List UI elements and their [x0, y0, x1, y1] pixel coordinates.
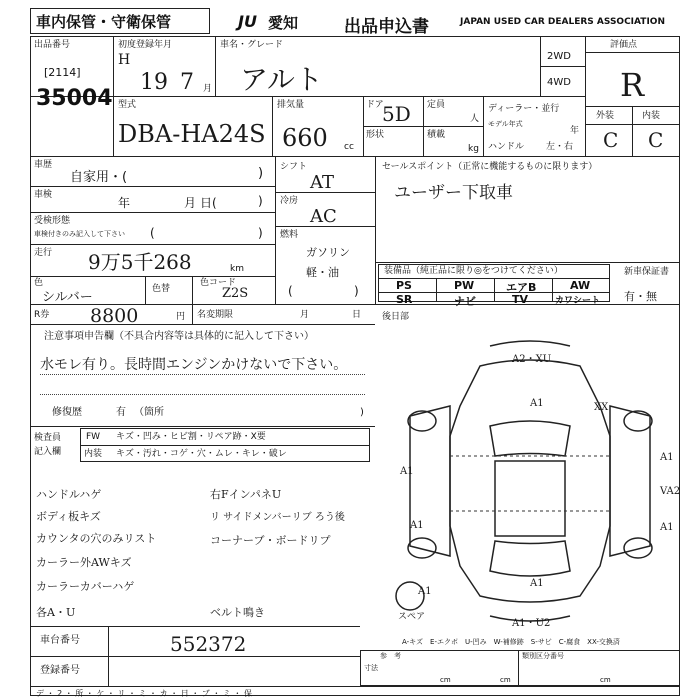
form-title: 出品申込書: [344, 17, 429, 37]
repair-part: （箇所: [134, 407, 164, 418]
mileage-label: 走行: [34, 248, 53, 258]
diagram-label-3: A1: [400, 466, 414, 477]
damage-legend: A-キズ E-エクボ U-凹み W-補修跡 S-サビ C-腐食 XX-交換済: [402, 638, 620, 646]
history-label: 車歴: [34, 160, 53, 170]
displacement-unit: cc: [344, 142, 354, 152]
doors-value: 5D: [382, 102, 411, 126]
interior-label: 内装: [642, 111, 661, 121]
diagram-label-2: XX: [594, 402, 609, 413]
shape-label: 形状: [366, 130, 385, 140]
first-reg-label: 初度登録年月: [118, 40, 173, 50]
diagram-label-7: A1: [660, 522, 674, 533]
inspection-year: 年: [118, 196, 131, 210]
association-name: 愛知: [268, 14, 299, 32]
mileage-unit: km: [230, 264, 244, 274]
ref-label: 参 考: [380, 652, 401, 660]
sales-point-label: セールスポイント（正常に機能するものに限ります）: [382, 162, 598, 172]
dims-box: [360, 650, 680, 686]
repair-yes: 有: [116, 407, 126, 418]
model-label: 型式: [118, 100, 137, 110]
inspector-label-1: 検査員: [34, 433, 62, 443]
diagram-label-1: A1: [530, 398, 544, 409]
lot-label: 出品番号: [34, 40, 71, 50]
note-line-5: カーラーカバーハゲ: [36, 580, 135, 593]
mileage-value: 9万5千268: [88, 250, 192, 274]
model-year-label: モデル年式: [488, 120, 523, 128]
displacement-value: 660: [282, 124, 328, 152]
note-right-1: 右FインパネU: [210, 488, 282, 501]
note-line-2: ボディ板キズ: [36, 510, 101, 523]
equip-tv: TV: [512, 293, 529, 306]
fuel-label: 燃料: [280, 230, 299, 240]
repair-close: ): [360, 407, 364, 418]
drive-4wd: 4WD: [547, 77, 571, 88]
car-name-label: 車名・グレード: [220, 40, 284, 50]
name-change-label: 名変期限: [197, 310, 234, 320]
equip-ps: PS: [396, 279, 412, 292]
cm-1: cm: [440, 676, 451, 684]
repair-label: 修復歴: [52, 407, 82, 418]
diagram-label-6: A1: [410, 520, 424, 531]
r-ticket-value: 8800: [90, 305, 139, 327]
model-year-unit: 年: [570, 126, 580, 136]
sales-point-value: ユーザー下取車: [394, 183, 513, 203]
dims-label: 寸法: [364, 664, 378, 672]
car-name-value: アルト: [240, 63, 323, 96]
notes-value: 水モレ有り。長時間エンジンかけないで下さい。: [40, 357, 348, 373]
association-en: JAPAN USED CAR DEALERS ASSOCIATION: [460, 17, 665, 27]
diagram-label-top: A2・XU: [512, 354, 552, 365]
equip-pw: PW: [454, 279, 475, 292]
note-line-6: 各A・U: [36, 606, 76, 619]
notes-label: 注意事項申告欄（不具合内容等は具体的に記入して下さい）: [44, 331, 314, 342]
fuel-close: ): [354, 284, 359, 298]
diagram-label-4: A1: [660, 452, 674, 463]
drive-2wd: 2WD: [547, 51, 571, 62]
receipt-close: ): [258, 226, 263, 240]
model-value: DBA-HA24S: [118, 120, 266, 148]
inspector-int: 内装: [84, 449, 103, 459]
note-line-3: カウンタの穴のみリスト: [36, 532, 157, 545]
new-car-warranty-label: 新車保証書: [624, 267, 670, 277]
interior-grade: C: [648, 128, 664, 152]
note-right-2: リ サイドメンバーリブ ろう後: [210, 512, 345, 523]
receipt-label: 受検形態: [34, 216, 71, 226]
load-label: 積載: [427, 130, 446, 140]
color-label: 色: [34, 278, 44, 288]
name-change-month: 月: [300, 310, 310, 320]
capacity-unit: 人: [470, 114, 480, 124]
color-code: Z2S: [222, 286, 249, 301]
cm-3: cm: [600, 676, 611, 684]
handle-label: ハンドル: [488, 142, 525, 152]
inspection-month: 月: [184, 196, 197, 210]
exterior-label: 外装: [596, 111, 615, 121]
after-fit-label: 後日部: [382, 312, 410, 322]
reg-era: H: [118, 52, 131, 68]
doors-label: ドア: [366, 100, 384, 110]
fuel-diesel: 軽・油: [306, 266, 339, 279]
load-unit: kg: [468, 144, 479, 154]
color-value: シルバー: [42, 290, 93, 305]
storage-title: 車内保管・守衛保管: [36, 13, 172, 31]
inspection-label: 車検: [34, 190, 53, 200]
receipt-open: (: [150, 226, 155, 240]
equip-navi: ナビ: [454, 295, 476, 308]
lot-number: 35004: [36, 86, 113, 111]
handle-lr: 左・右: [546, 142, 574, 152]
equip-sr: SR: [396, 293, 413, 306]
diagram-label-10: A1: [418, 586, 432, 597]
equip-aw: AW: [570, 279, 591, 292]
diagram-label-8: A1: [530, 578, 544, 589]
inspection-day: 日(: [200, 196, 217, 210]
inspector-int-items: キズ・汚れ・コゲ・穴・ムレ・キレ・破レ: [116, 449, 287, 459]
inspector-fw-items: キズ・凹み・ヒビ割・リペア跡・X要: [116, 432, 266, 442]
note-line-4: カーラー外AWキズ: [36, 556, 132, 569]
note-line-1: ハンドルハゲ: [36, 488, 102, 501]
grade-score: R: [620, 66, 645, 104]
equip-airbag: エアB: [506, 281, 537, 294]
aircon-label: 冷房: [280, 196, 299, 206]
new-car-warranty-value: 有・無: [624, 290, 657, 303]
receipt-note: 車検付きのみ記入して下さい: [34, 230, 125, 238]
inspector-label-2: 記入欄: [34, 447, 62, 457]
class-no-label: 類別区分番号: [522, 652, 564, 660]
spare-label: スペア: [398, 612, 426, 622]
grade-label: 評価点: [610, 40, 638, 50]
color-change-label: 色替: [152, 284, 171, 294]
note-right-4: ベルト鳴き: [210, 606, 265, 619]
bottom-row: デ ・ 2 ・ 所 ・ ケ ・ リ ・ ミ ・ カ ・ 日 ・ ブ ・ ミ ・ 保: [36, 689, 252, 698]
reg-month: 7: [180, 70, 194, 95]
exterior-grade: C: [603, 128, 619, 152]
note-right-3: コーナーブ・ボードリプ: [210, 534, 331, 547]
history-close: ): [258, 166, 264, 181]
fuel-gasoline: ガソリン: [306, 246, 350, 259]
diagram-label-bottom: A1・U2: [512, 618, 551, 629]
displacement-label: 排気量: [277, 100, 305, 110]
color-code-label: 色コード: [200, 278, 237, 288]
inspection-close: ): [258, 194, 263, 208]
cm-2: cm: [500, 676, 511, 684]
reg-year: 19: [140, 70, 168, 95]
diagram-label-5: VA2: [660, 486, 681, 497]
dealer-label: ディーラー・並行: [488, 104, 560, 114]
fuel-open: (: [288, 284, 293, 298]
equip-seat: カワシート: [555, 296, 601, 306]
lot-bracket-number: [2114]: [44, 66, 81, 79]
history-value: 自家用・(: [70, 170, 128, 185]
shift-value: AT: [310, 172, 335, 193]
shift-label: シフト: [280, 162, 308, 172]
capacity-label: 定員: [427, 100, 446, 110]
reg-no-label: 登録番号: [40, 665, 80, 676]
r-ticket-label: R券: [34, 310, 50, 320]
name-change-day: 日: [352, 310, 362, 320]
chassis-label: 車台番号: [40, 635, 80, 646]
equipment-label: 装備品（純正品に限り◎をつけてください）: [384, 266, 563, 276]
inspector-fw: FW: [86, 432, 101, 442]
aircon-value: AC: [310, 206, 337, 227]
reg-month-suffix: 月: [203, 84, 213, 94]
association-logo: JU: [238, 12, 257, 31]
chassis-value: 552372: [170, 632, 247, 656]
r-ticket-unit: 円: [176, 312, 186, 322]
